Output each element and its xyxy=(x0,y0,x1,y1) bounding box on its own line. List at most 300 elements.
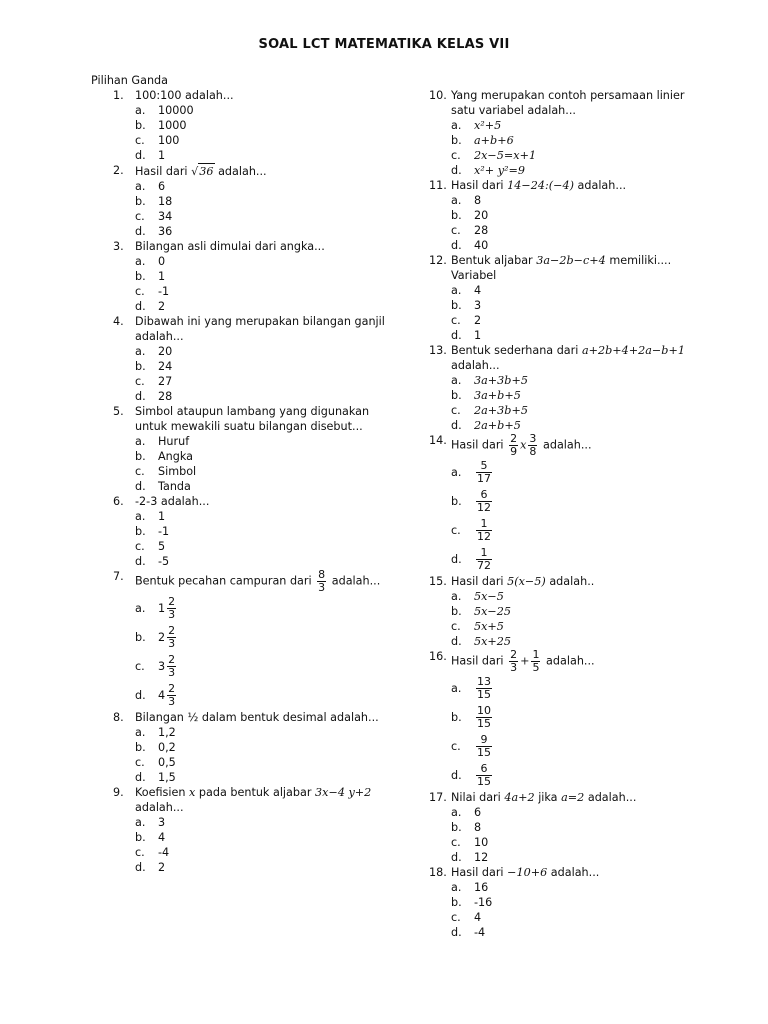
radical-sign: √ xyxy=(191,165,199,178)
question-suffix: memiliki.... Variabel xyxy=(451,254,672,282)
option-letter: a. xyxy=(135,510,146,523)
fraction xyxy=(476,763,492,788)
fraction xyxy=(531,649,540,674)
whole-part: 1 xyxy=(158,602,166,615)
option-letter: a. xyxy=(451,374,462,387)
question-prefix: Hasil dari xyxy=(451,654,504,668)
document-title: SOAL LCT MATEMATIKA KELAS VII xyxy=(258,37,510,52)
option-text: Simbol xyxy=(158,465,197,478)
option-math: 2x−5=x+1 xyxy=(474,149,537,162)
question-suffix: adalah... xyxy=(135,801,184,814)
answer-option xyxy=(135,845,393,860)
fraction-numerator: 6 xyxy=(480,762,488,775)
option-text: 0,2 xyxy=(158,741,176,754)
question xyxy=(429,865,709,880)
option-letter: d. xyxy=(451,769,462,782)
option-letter: c. xyxy=(135,375,145,388)
option-letter: b. xyxy=(135,831,146,844)
answer-option xyxy=(451,418,709,433)
answer-option xyxy=(135,449,393,464)
option-math: 2a+3b+5 xyxy=(474,404,528,417)
answer-option xyxy=(451,458,709,487)
question-text xyxy=(451,865,709,880)
question-text: Dibawah ini yang merupakan bilangan ganjil adalah... xyxy=(135,315,385,343)
answer-option xyxy=(135,299,393,314)
whole-part: 3 xyxy=(158,660,166,673)
option-letter: a. xyxy=(135,180,146,193)
option-math: 3a+b+5 xyxy=(474,389,521,402)
fraction-numerator: 2 xyxy=(510,648,518,661)
option-letter: c. xyxy=(135,134,145,147)
answer-option xyxy=(451,487,709,516)
fraction-denominator: 5 xyxy=(532,661,540,674)
question-prefix: Nilai dari xyxy=(451,791,501,804)
question-suffix: adalah... xyxy=(218,165,267,178)
option-text: Tanda xyxy=(158,480,191,493)
answer-option xyxy=(135,725,393,740)
option-letter: c. xyxy=(451,836,461,849)
answer-option xyxy=(451,313,709,328)
option-letter: c. xyxy=(451,149,461,162)
option-text: 1 xyxy=(158,510,166,523)
option-letter: c. xyxy=(135,846,145,859)
option-text: 36 xyxy=(158,225,173,238)
answer-option xyxy=(135,652,393,681)
option-letter: a. xyxy=(451,682,462,695)
section-label: Pilihan Ganda xyxy=(91,74,168,87)
answer-option xyxy=(451,373,709,388)
answer-option xyxy=(451,193,709,208)
option-math: 2a+b+5 xyxy=(474,419,521,432)
fraction-denominator: 72 xyxy=(477,559,491,572)
question-number: 16. xyxy=(429,650,447,663)
option-text: -1 xyxy=(158,285,170,298)
answer-option xyxy=(451,732,709,761)
question-suffix: adalah.. xyxy=(549,575,595,588)
option-text: 6 xyxy=(158,180,166,193)
fraction xyxy=(167,596,176,621)
operator: + xyxy=(520,654,530,668)
answer-option xyxy=(135,594,393,623)
mixed-number xyxy=(158,654,178,679)
question-text xyxy=(451,790,709,805)
question-suffix: adalah... xyxy=(542,438,592,452)
answer-option xyxy=(451,148,709,163)
fraction-denominator: 15 xyxy=(477,775,491,788)
option-math: x²+5 xyxy=(474,119,502,132)
option-letter: a. xyxy=(451,194,462,207)
answer-option xyxy=(135,464,393,479)
fraction xyxy=(167,625,176,650)
question xyxy=(113,88,393,103)
question-middle: jika xyxy=(538,791,558,804)
option-letter: d. xyxy=(451,635,462,648)
question-suffix: adalah... xyxy=(577,179,627,192)
option-letter: a. xyxy=(451,881,462,894)
answer-option xyxy=(451,925,709,940)
question-text xyxy=(451,178,709,193)
option-text: 28 xyxy=(158,390,173,403)
question-text: Bilangan asli dimulai dari angka... xyxy=(135,240,325,253)
option-letter: a. xyxy=(135,104,146,117)
fraction-denominator: 3 xyxy=(168,608,176,621)
answer-option xyxy=(135,148,393,163)
fraction xyxy=(476,705,492,730)
question xyxy=(113,314,393,344)
question xyxy=(113,163,393,179)
math-expression: 3x−4 y+2 xyxy=(315,786,372,799)
left-column xyxy=(113,88,393,875)
fraction-numerator: 2 xyxy=(168,595,176,608)
answer-option xyxy=(451,761,709,790)
question xyxy=(429,343,709,373)
answer-option xyxy=(135,770,393,785)
fraction-denominator: 17 xyxy=(477,472,491,485)
answer-option xyxy=(135,479,393,494)
question-text xyxy=(451,433,709,458)
option-math: a+b+6 xyxy=(474,134,514,147)
option-text: 12 xyxy=(474,851,489,864)
option-letter: a. xyxy=(135,255,146,268)
fraction-denominator: 3 xyxy=(168,666,176,679)
option-letter: a. xyxy=(451,284,462,297)
option-text: 4 xyxy=(474,284,482,297)
fraction-numerator: 6 xyxy=(480,488,488,501)
answer-option xyxy=(451,403,709,418)
option-letter: b. xyxy=(135,119,146,132)
answer-option xyxy=(451,238,709,253)
fraction-denominator: 15 xyxy=(477,746,491,759)
answer-option xyxy=(135,681,393,710)
fraction-numerator: 2 xyxy=(168,682,176,695)
question-text xyxy=(135,785,393,815)
question-prefix: Bentuk sederhana dari xyxy=(451,344,579,357)
answer-option xyxy=(451,910,709,925)
answer-option xyxy=(135,434,393,449)
fraction xyxy=(476,489,492,514)
option-letter: d. xyxy=(135,555,146,568)
math-expression: 4a+2 xyxy=(504,791,535,804)
option-text: 1,5 xyxy=(158,771,176,784)
question-suffix: adalah... xyxy=(550,866,600,879)
answer-option xyxy=(451,850,709,865)
question-number: 14. xyxy=(429,434,447,447)
answer-option xyxy=(451,223,709,238)
option-letter: b. xyxy=(451,134,462,147)
fraction-denominator: 9 xyxy=(510,445,518,458)
option-letter: b. xyxy=(135,450,146,463)
option-text: 0 xyxy=(158,255,166,268)
math-expression: 3a−2b−c+4 xyxy=(536,254,606,267)
option-text: 20 xyxy=(474,209,489,222)
option-letter: d. xyxy=(451,926,462,939)
option-letter: a. xyxy=(451,590,462,603)
fraction-denominator: 3 xyxy=(318,581,326,594)
option-text: 24 xyxy=(158,360,173,373)
question-prefix: Hasil dari xyxy=(451,866,504,879)
question xyxy=(429,88,709,118)
option-text: 4 xyxy=(474,911,482,924)
option-letter: d. xyxy=(135,689,146,702)
option-letter: d. xyxy=(451,419,462,432)
math-expression: 14−24:(−4) xyxy=(507,179,574,192)
fraction-denominator: 12 xyxy=(477,530,491,543)
answer-option xyxy=(451,703,709,732)
question-prefix: Hasil dari xyxy=(451,179,504,192)
option-text: 40 xyxy=(474,239,489,252)
answer-option xyxy=(451,835,709,850)
option-letter: c. xyxy=(135,756,145,769)
option-letter: c. xyxy=(451,224,461,237)
question-prefix: Hasil dari xyxy=(135,165,188,178)
option-text: -5 xyxy=(158,555,170,568)
question-prefix: Hasil dari xyxy=(451,438,504,452)
question xyxy=(113,569,393,594)
answer-option xyxy=(135,284,393,299)
answer-option xyxy=(135,539,393,554)
option-text: 34 xyxy=(158,210,173,223)
option-text: 18 xyxy=(158,195,173,208)
question-middle: pada bentuk aljabar xyxy=(198,786,312,799)
option-letter: a. xyxy=(135,726,146,739)
option-letter: d. xyxy=(135,480,146,493)
whole-part: 4 xyxy=(158,689,166,702)
question-number: 9. xyxy=(113,786,124,799)
option-letter: d. xyxy=(135,149,146,162)
question xyxy=(113,710,393,725)
whole-part: 2 xyxy=(158,631,166,644)
option-letter: c. xyxy=(451,524,461,537)
question-text xyxy=(451,574,709,589)
fraction xyxy=(476,547,492,572)
fraction-numerator: 1 xyxy=(480,546,488,559)
question-number: 4. xyxy=(113,315,124,328)
option-text: 3 xyxy=(158,816,166,829)
question-suffix: adalah... xyxy=(587,791,637,804)
fraction-denominator: 15 xyxy=(477,688,491,701)
option-letter: b. xyxy=(135,360,146,373)
math-expression: a=2 xyxy=(561,791,585,804)
right-column xyxy=(429,88,709,940)
option-letter: a. xyxy=(451,806,462,819)
question xyxy=(429,433,709,458)
fraction-denominator: 12 xyxy=(477,501,491,514)
question-prefix: Koefisien xyxy=(135,786,186,799)
question xyxy=(429,574,709,589)
option-text: 4 xyxy=(158,831,166,844)
option-text: -4 xyxy=(474,926,486,939)
option-text: 1 xyxy=(474,329,482,342)
option-letter: d. xyxy=(451,553,462,566)
answer-option xyxy=(451,880,709,895)
option-text: 1 xyxy=(158,149,166,162)
answer-option xyxy=(451,388,709,403)
option-letter: d. xyxy=(451,851,462,864)
math-expression: 5(x−5) xyxy=(507,575,546,588)
answer-option xyxy=(135,815,393,830)
question-text xyxy=(135,163,393,179)
option-math: 5x+25 xyxy=(474,635,512,648)
question-number: 13. xyxy=(429,344,447,357)
option-letter: d. xyxy=(135,225,146,238)
option-letter: b. xyxy=(451,389,462,402)
answer-option xyxy=(451,619,709,634)
question-number: 5. xyxy=(113,405,124,418)
answer-option xyxy=(451,118,709,133)
fraction-numerator: 8 xyxy=(318,568,326,581)
option-letter: d. xyxy=(135,390,146,403)
option-letter: c. xyxy=(135,660,145,673)
fraction xyxy=(476,734,492,759)
option-letter: a. xyxy=(451,119,462,132)
operator: x xyxy=(520,438,527,452)
math-expression: −10+6 xyxy=(507,866,548,879)
option-letter: b. xyxy=(451,896,462,909)
answer-option xyxy=(451,163,709,178)
answer-option xyxy=(135,830,393,845)
option-text: 2 xyxy=(474,314,482,327)
answer-option xyxy=(135,509,393,524)
option-text: 6 xyxy=(474,806,482,819)
answer-option xyxy=(451,820,709,835)
option-letter: d. xyxy=(451,164,462,177)
answer-option xyxy=(451,328,709,343)
answer-option xyxy=(135,194,393,209)
option-letter: b. xyxy=(451,209,462,222)
question-number: 10. xyxy=(429,89,447,102)
fraction-numerator: 2 xyxy=(168,653,176,666)
question-suffix: adalah... xyxy=(331,574,381,588)
option-text: 2 xyxy=(158,300,166,313)
option-text: Huruf xyxy=(158,435,190,448)
answer-option xyxy=(451,516,709,545)
option-letter: c. xyxy=(451,620,461,633)
variable: x xyxy=(189,786,196,799)
question-number: 17. xyxy=(429,791,447,804)
option-math: 5x+5 xyxy=(474,620,504,633)
option-text: 100 xyxy=(158,134,180,147)
question-number: 15. xyxy=(429,575,447,588)
answer-option xyxy=(135,133,393,148)
option-letter: b. xyxy=(135,270,146,283)
option-letter: b. xyxy=(451,495,462,508)
question-text xyxy=(135,569,393,594)
answer-option xyxy=(135,860,393,875)
option-text: 8 xyxy=(474,821,482,834)
question xyxy=(429,178,709,193)
option-math: 5x−25 xyxy=(474,605,512,618)
question-text xyxy=(451,253,709,283)
question-number: 3. xyxy=(113,240,124,253)
option-text: 16 xyxy=(474,881,489,894)
option-text: 10000 xyxy=(158,104,194,117)
question-suffix: adalah... xyxy=(546,654,595,668)
question xyxy=(429,253,709,283)
mixed-number xyxy=(158,625,178,650)
fraction-denominator: 8 xyxy=(529,445,537,458)
option-text: 2 xyxy=(158,861,166,874)
fraction xyxy=(476,460,492,485)
question xyxy=(429,790,709,805)
option-text: 1 xyxy=(158,270,166,283)
question-prefix: Bentuk aljabar xyxy=(451,254,533,267)
fraction xyxy=(167,683,176,708)
option-text: -1 xyxy=(158,525,170,538)
answer-option xyxy=(451,545,709,574)
option-letter: a. xyxy=(135,602,146,615)
question-number: 18. xyxy=(429,866,447,879)
answer-option xyxy=(135,269,393,284)
option-letter: d. xyxy=(451,239,462,252)
option-letter: c. xyxy=(135,285,145,298)
question xyxy=(113,494,393,509)
answer-option xyxy=(135,623,393,652)
fraction xyxy=(509,649,518,674)
fraction-denominator: 15 xyxy=(477,717,491,730)
answer-option xyxy=(135,179,393,194)
fraction-denominator: 3 xyxy=(168,637,176,650)
answer-option xyxy=(451,208,709,223)
option-text: 5 xyxy=(158,540,166,553)
fraction xyxy=(476,676,492,701)
question xyxy=(113,404,393,434)
question-number: 1. xyxy=(113,89,124,102)
question-number: 8. xyxy=(113,711,124,724)
answer-option xyxy=(135,209,393,224)
answer-option xyxy=(135,103,393,118)
option-letter: d. xyxy=(135,861,146,874)
question-prefix: Bentuk pecahan campuran dari xyxy=(135,574,312,588)
option-text: 0,5 xyxy=(158,756,176,769)
option-letter: b. xyxy=(451,821,462,834)
option-text: 3 xyxy=(474,299,482,312)
option-letter: c. xyxy=(135,210,145,223)
fraction xyxy=(317,569,326,594)
answer-option xyxy=(451,298,709,313)
option-letter: c. xyxy=(451,314,461,327)
answer-option xyxy=(451,674,709,703)
answer-option xyxy=(135,118,393,133)
answer-option xyxy=(135,374,393,389)
question-number: 7. xyxy=(113,570,124,583)
option-math: x²+ y²=9 xyxy=(474,164,526,177)
option-text: 28 xyxy=(474,224,489,237)
option-text: 1,2 xyxy=(158,726,176,739)
fraction-numerator: 13 xyxy=(477,675,491,688)
mixed-number xyxy=(158,596,178,621)
answer-option xyxy=(135,755,393,770)
option-letter: a. xyxy=(135,816,146,829)
fraction-numerator: 2 xyxy=(168,624,176,637)
question xyxy=(429,649,709,674)
question-text xyxy=(451,343,709,373)
answer-option xyxy=(135,740,393,755)
option-letter: d. xyxy=(135,771,146,784)
option-letter: c. xyxy=(451,911,461,924)
answer-option xyxy=(135,359,393,374)
answer-option xyxy=(451,634,709,649)
option-letter: b. xyxy=(451,605,462,618)
fraction-denominator: 3 xyxy=(168,695,176,708)
option-letter: b. xyxy=(135,631,146,644)
option-letter: b. xyxy=(451,711,462,724)
option-letter: a. xyxy=(135,345,146,358)
answer-option xyxy=(451,589,709,604)
answer-option xyxy=(451,283,709,298)
question-text: Bilangan ½ dalam bentuk desimal adalah... xyxy=(135,711,379,724)
answer-option xyxy=(135,254,393,269)
option-text: 1000 xyxy=(158,119,187,132)
